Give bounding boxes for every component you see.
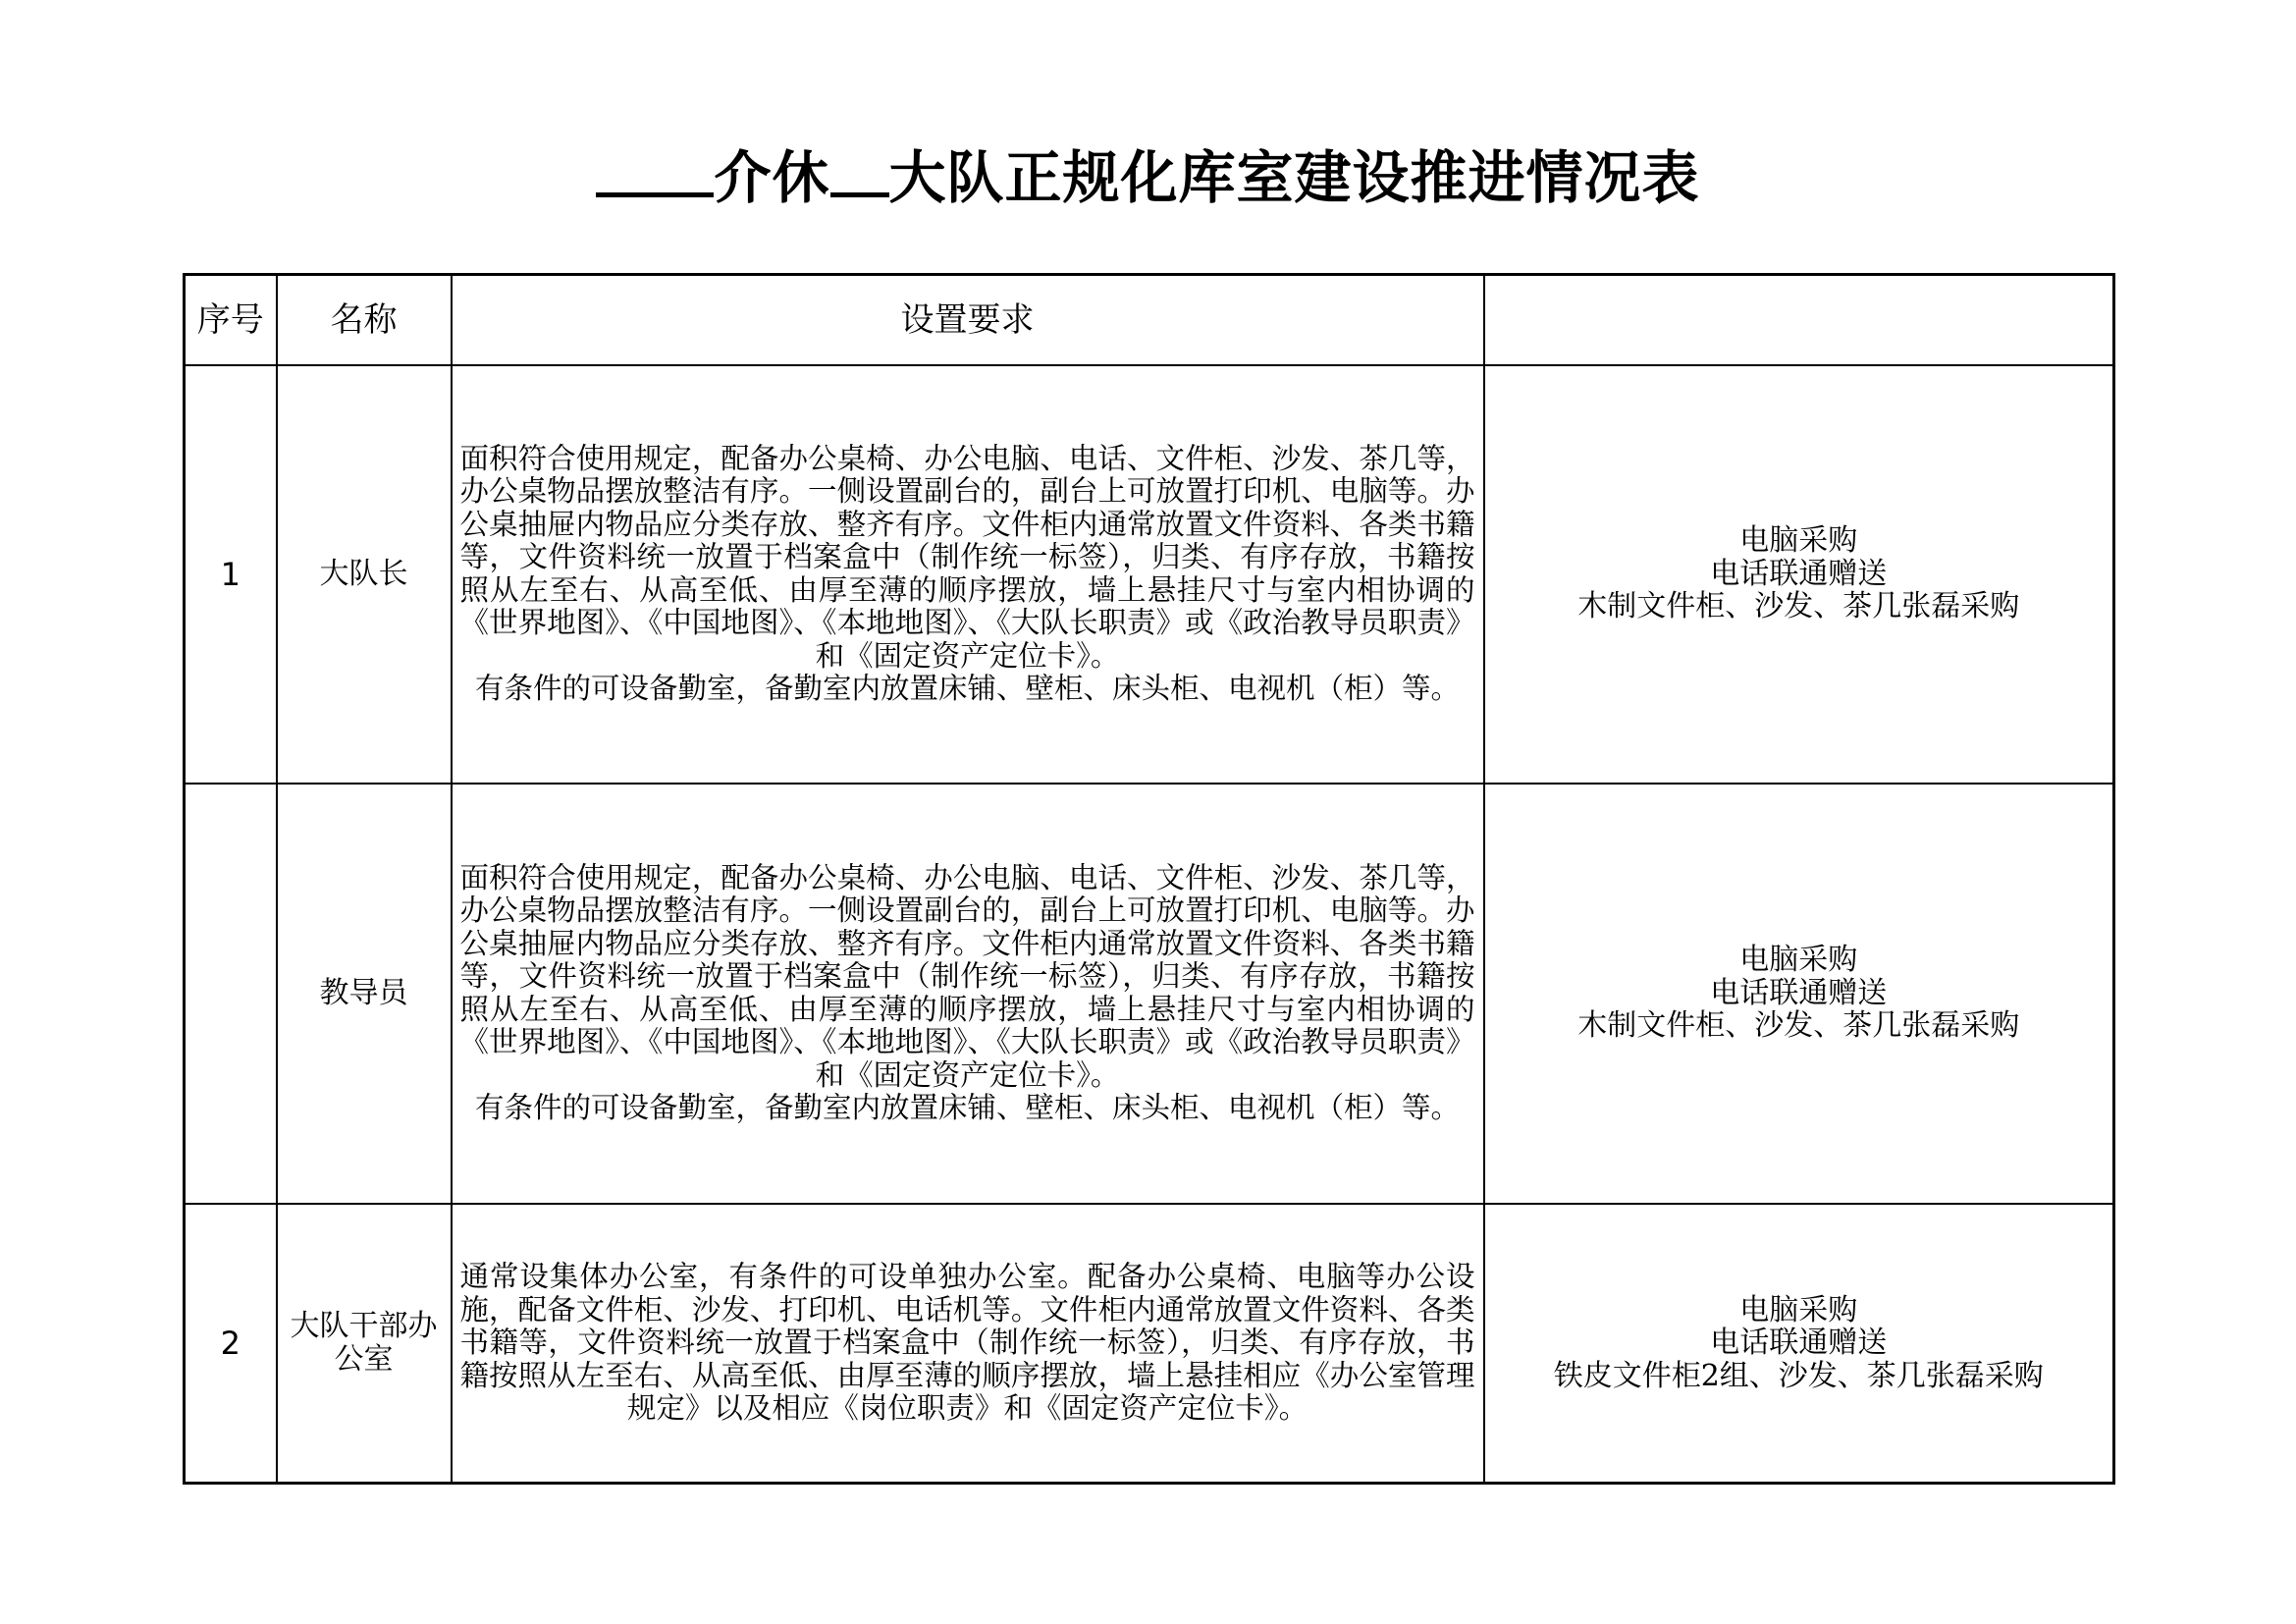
cell-status bbox=[1484, 365, 2114, 784]
page-title bbox=[0, 135, 2296, 217]
table-row bbox=[185, 365, 2114, 784]
status-line: 电脑采购 bbox=[1739, 523, 1858, 559]
construction-progress-table bbox=[183, 273, 2115, 1485]
cell-requirement bbox=[452, 784, 1484, 1204]
requirement-paragraph: 有条件的可设备勤室，备勤室内放置床铺、壁柜、床头柜、电视机（柜）等。 bbox=[474, 672, 1460, 705]
requirement-paragraph: 面积符合使用规定，配备办公桌椅、办公电脑、电话、文件柜、沙发、茶几等，办公桌物品摆放整洁有序。一侧设置副台的，副台上可放置打印机、电脑等。办公桌抽屉内物品应分类存放、整齐有序。文件柜内通常放置文件资料、各类书籍等，文件资料统一放置于档案盒中（制作统一标签），归类、有序存放，书籍按照从左至右、从高至低、由厚至薄的顺序摆放，墙上悬挂尺寸与室内相协调的《世界地图》、《中国地图》、《本地地图》、《大队长职责》或《政治教导员职责》和《固定资产定位卡》。 bbox=[459, 441, 1475, 673]
status-line: 电话联通赠送 bbox=[1710, 975, 1888, 1010]
status-line: 木制文件柜、沙发、茶几张磊采购 bbox=[1577, 1008, 2020, 1044]
status-line: 铁皮文件柜2组、沙发、茶几张磊采购 bbox=[1553, 1358, 2044, 1393]
cell-status bbox=[1484, 1204, 2114, 1484]
header-requirement: 设置要求 bbox=[452, 275, 1484, 365]
status-line: 电脑采购 bbox=[1739, 1292, 1858, 1327]
title-blank-underline bbox=[596, 135, 714, 197]
cell-name: 教导员 bbox=[277, 784, 452, 1204]
header-seq: 序号 bbox=[185, 275, 277, 365]
cell-seq bbox=[185, 784, 277, 1204]
status-line: 电话联通赠送 bbox=[1710, 1326, 1888, 1360]
requirement-paragraph: 通常设集体办公室，有条件的可设单独办公室。配备办公桌椅、电脑等办公设施，配备文件柜、沙发、打印机、电话机等。文件柜内通常放置文件资料、各类书籍等，文件资料统一放置于档案盒中（制作统一标签），归类、有序存放，书籍按照从左至右、从高至低、由厚至薄的顺序摆放，墙上悬挂相应《办公室管理规定》以及相应《岗位职责》和《固定资产定位卡》。 bbox=[459, 1260, 1475, 1425]
table-row bbox=[185, 784, 2114, 1204]
cell-requirement bbox=[452, 1204, 1484, 1484]
requirement-paragraph: 有条件的可设备勤室，备勤室内放置床铺、壁柜、床头柜、电视机（柜）等。 bbox=[474, 1091, 1460, 1124]
status-line: 木制文件柜、沙发、茶几张磊采购 bbox=[1577, 589, 2020, 624]
table-row bbox=[185, 1204, 2114, 1484]
cell-name: 大队干部办公室 bbox=[277, 1204, 452, 1484]
header-status bbox=[1484, 275, 2114, 365]
title-blank-underline bbox=[830, 135, 889, 197]
title-text: 大队正规化库室建设推进情况表 bbox=[888, 144, 1700, 211]
status-line: 电话联通赠送 bbox=[1710, 556, 1888, 591]
requirement-paragraph: 面积符合使用规定，配备办公桌椅、办公电脑、电话、文件柜、沙发、茶几等，办公桌物品摆放整洁有序。一侧设置副台的，副台上可放置打印机、电脑等。办公桌抽屉内物品应分类存放、整齐有序。文件柜内通常放置文件资料、各类书籍等，文件资料统一放置于档案盒中（制作统一标签），归类、有序存放，书籍按照从左至右、从高至低、由厚至薄的顺序摆放，墙上悬挂尺寸与室内相协调的《世界地图》、《中国地图》、《本地地图》、《大队长职责》或《政治教导员职责》和《固定资产定位卡》。 bbox=[459, 860, 1475, 1092]
status-line: 电脑采购 bbox=[1739, 943, 1858, 978]
cell-seq: 2 bbox=[185, 1204, 277, 1484]
cell-seq: 1 bbox=[185, 365, 277, 784]
header-name: 名称 bbox=[277, 275, 452, 365]
table-header-row bbox=[185, 275, 2114, 365]
cell-name: 大队长 bbox=[277, 365, 452, 784]
title-location: 介休 bbox=[714, 144, 830, 211]
cell-status bbox=[1484, 784, 2114, 1204]
cell-requirement bbox=[452, 365, 1484, 784]
